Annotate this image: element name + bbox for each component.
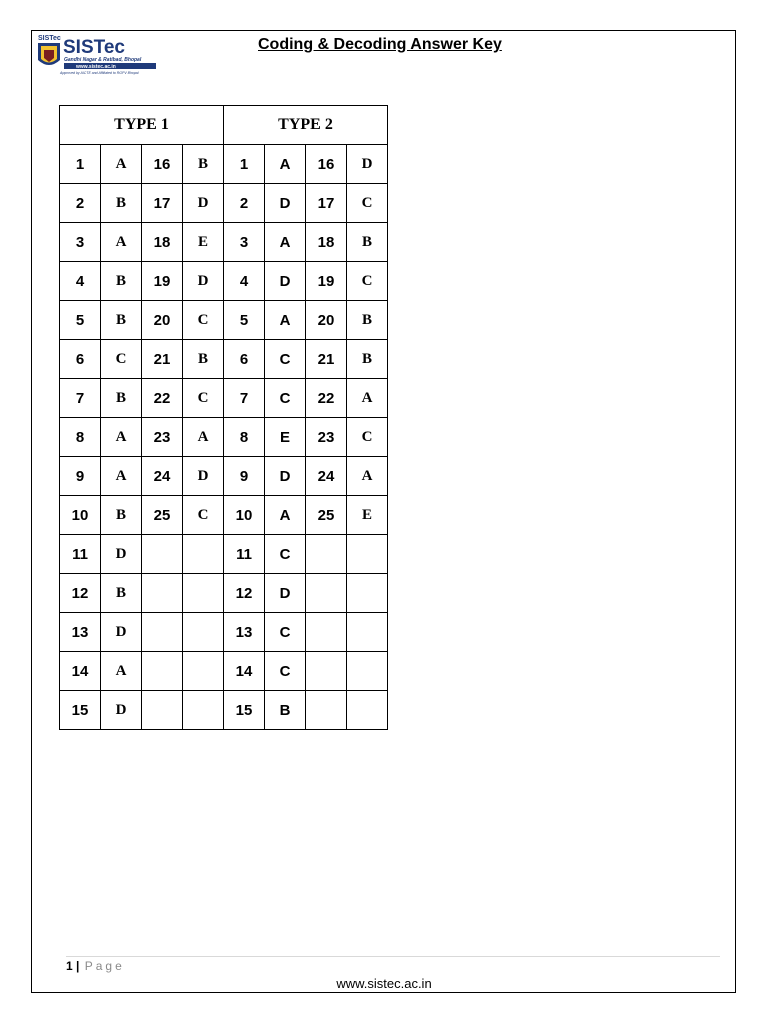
answer-cell: A: [265, 496, 306, 535]
question-number-cell: [142, 652, 183, 691]
answer-cell: A: [101, 223, 142, 262]
question-number-cell: [306, 652, 347, 691]
question-number-cell: 10: [60, 496, 101, 535]
answer-cell: D: [183, 184, 224, 223]
answer-cell: [347, 652, 388, 691]
question-number-cell: 18: [306, 223, 347, 262]
answer-cell: C: [183, 496, 224, 535]
answer-cell: B: [183, 340, 224, 379]
answer-cell: D: [101, 691, 142, 730]
answer-cell: C: [265, 652, 306, 691]
question-number-cell: 21: [142, 340, 183, 379]
footer-divider: [66, 956, 720, 957]
question-number-cell: 12: [60, 574, 101, 613]
answer-cell: C: [265, 535, 306, 574]
answer-cell: B: [101, 262, 142, 301]
question-number-cell: 13: [60, 613, 101, 652]
question-number-cell: 19: [306, 262, 347, 301]
question-number-cell: 22: [142, 379, 183, 418]
answer-cell: E: [183, 223, 224, 262]
answer-cell: D: [265, 262, 306, 301]
answer-cell: C: [101, 340, 142, 379]
answer-cell: [183, 613, 224, 652]
table-row: [60, 262, 388, 301]
question-number-cell: 25: [142, 496, 183, 535]
answer-cell: B: [265, 691, 306, 730]
table-row: [60, 691, 388, 730]
answer-key-table: [59, 105, 388, 730]
answer-cell: B: [347, 223, 388, 262]
answer-cell: A: [101, 457, 142, 496]
table-row: [60, 145, 388, 184]
answer-cell: E: [347, 496, 388, 535]
answer-cell: D: [265, 184, 306, 223]
question-number-cell: 17: [306, 184, 347, 223]
question-number-cell: [306, 574, 347, 613]
answer-cell: B: [183, 145, 224, 184]
footer-url: www.sistec.ac.in: [336, 976, 432, 991]
question-number-cell: 6: [224, 340, 265, 379]
question-number-cell: 4: [224, 262, 265, 301]
answer-cell: B: [101, 574, 142, 613]
question-number-cell: [306, 613, 347, 652]
question-number-cell: 12: [224, 574, 265, 613]
answer-cell: D: [101, 613, 142, 652]
table-row: [60, 535, 388, 574]
answer-cell: A: [265, 223, 306, 262]
question-number-cell: [306, 535, 347, 574]
question-number-cell: 25: [306, 496, 347, 535]
question-number-cell: 6: [60, 340, 101, 379]
answer-cell: A: [101, 652, 142, 691]
question-number-cell: 4: [60, 262, 101, 301]
table-header-row: [60, 106, 388, 145]
question-number-cell: 23: [142, 418, 183, 457]
answer-cell: A: [101, 145, 142, 184]
table-row: [60, 496, 388, 535]
document-title: Coding & Decoding Answer Key: [258, 36, 502, 53]
question-number-cell: 18: [142, 223, 183, 262]
question-number-cell: 10: [224, 496, 265, 535]
answer-cell: B: [101, 379, 142, 418]
answer-cell: B: [101, 496, 142, 535]
question-number-cell: [142, 613, 183, 652]
type-1-header: TYPE 1: [60, 106, 224, 145]
table-row: [60, 379, 388, 418]
logo-tagline: Gandhi Nagar & Ratibad, Bhopal: [64, 57, 142, 63]
question-number-cell: 3: [224, 223, 265, 262]
question-number-cell: 15: [60, 691, 101, 730]
answer-cell: D: [265, 457, 306, 496]
answer-cell: C: [265, 613, 306, 652]
question-number-cell: 1: [224, 145, 265, 184]
question-number-cell: 5: [224, 301, 265, 340]
answer-cell: A: [265, 301, 306, 340]
answer-cell: D: [265, 574, 306, 613]
answer-cell: D: [347, 145, 388, 184]
answer-cell: E: [265, 418, 306, 457]
table-row: [60, 652, 388, 691]
answer-cell: B: [347, 340, 388, 379]
answer-cell: [347, 691, 388, 730]
logo-name: SISTec: [63, 37, 125, 58]
answer-cell: D: [101, 535, 142, 574]
table-row: [60, 223, 388, 262]
question-number-cell: 22: [306, 379, 347, 418]
question-number-cell: [142, 574, 183, 613]
answer-cell: A: [347, 379, 388, 418]
table-row: [60, 340, 388, 379]
page-number: 1: [66, 959, 73, 973]
answer-cell: [183, 691, 224, 730]
logo-url: www.sistec.ac.in: [76, 64, 116, 70]
question-number-cell: 11: [60, 535, 101, 574]
question-number-cell: 7: [60, 379, 101, 418]
logo-badge-text: SISTec: [38, 35, 61, 42]
answer-cell: D: [183, 262, 224, 301]
question-number-cell: 2: [224, 184, 265, 223]
answer-cell: A: [265, 145, 306, 184]
question-number-cell: 19: [142, 262, 183, 301]
logo-note: Approved by AICTE and Affiliated to RGPV Bhopal: [60, 71, 139, 75]
page-separator: |: [76, 959, 80, 973]
question-number-cell: 17: [142, 184, 183, 223]
question-number-cell: 5: [60, 301, 101, 340]
question-number-cell: [306, 691, 347, 730]
question-number-cell: 15: [224, 691, 265, 730]
answer-cell: [183, 574, 224, 613]
question-number-cell: 21: [306, 340, 347, 379]
table-row: [60, 457, 388, 496]
answer-cell: [347, 574, 388, 613]
sistec-logo: [36, 32, 160, 76]
question-number-cell: [142, 691, 183, 730]
question-number-cell: 8: [224, 418, 265, 457]
question-number-cell: 24: [306, 457, 347, 496]
answer-cell: [347, 613, 388, 652]
question-number-cell: 23: [306, 418, 347, 457]
answer-cell: C: [347, 184, 388, 223]
table-row: [60, 184, 388, 223]
question-number-cell: 14: [224, 652, 265, 691]
question-number-cell: 16: [306, 145, 347, 184]
question-number-cell: 20: [142, 301, 183, 340]
table-row: [60, 418, 388, 457]
question-number-cell: 20: [306, 301, 347, 340]
answer-cell: C: [347, 418, 388, 457]
answer-cell: A: [183, 418, 224, 457]
answer-cell: C: [183, 379, 224, 418]
answer-cell: [183, 535, 224, 574]
answer-cell: C: [265, 340, 306, 379]
page-label: Page: [84, 959, 125, 973]
answer-cell: B: [101, 184, 142, 223]
answer-cell: A: [347, 457, 388, 496]
question-number-cell: 13: [224, 613, 265, 652]
question-number-cell: 14: [60, 652, 101, 691]
page-number-footer: [66, 959, 125, 973]
question-number-cell: 9: [60, 457, 101, 496]
question-number-cell: 8: [60, 418, 101, 457]
question-number-cell: 11: [224, 535, 265, 574]
answer-cell: C: [265, 379, 306, 418]
table-row: [60, 574, 388, 613]
type-2-header: TYPE 2: [224, 106, 388, 145]
answer-cell: C: [183, 301, 224, 340]
question-number-cell: 2: [60, 184, 101, 223]
question-number-cell: 16: [142, 145, 183, 184]
answer-cell: B: [347, 301, 388, 340]
answer-cell: B: [101, 301, 142, 340]
question-number-cell: 9: [224, 457, 265, 496]
answer-cell: A: [101, 418, 142, 457]
table-row: [60, 613, 388, 652]
question-number-cell: 1: [60, 145, 101, 184]
question-number-cell: 7: [224, 379, 265, 418]
answer-cell: [183, 652, 224, 691]
question-number-cell: 24: [142, 457, 183, 496]
answer-cell: D: [183, 457, 224, 496]
answer-cell: C: [347, 262, 388, 301]
answer-cell: [347, 535, 388, 574]
table-row: [60, 301, 388, 340]
question-number-cell: [142, 535, 183, 574]
question-number-cell: 3: [60, 223, 101, 262]
